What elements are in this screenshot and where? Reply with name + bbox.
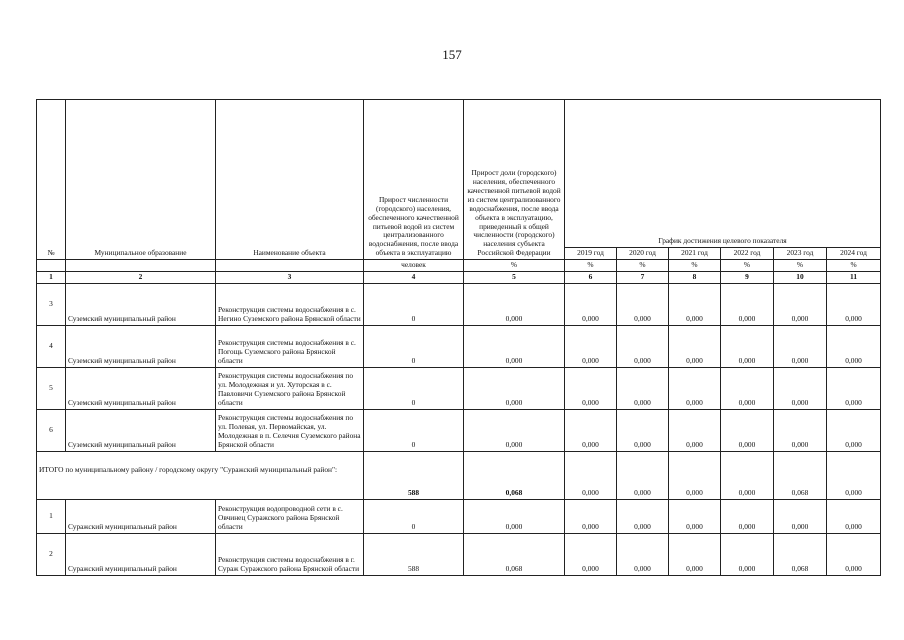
row-year-value: 0,000	[721, 367, 774, 409]
row-year-value: 0,000	[721, 325, 774, 367]
row-municipality: Суражский муниципальный район	[66, 533, 216, 575]
row-year-value: 0,000	[774, 367, 827, 409]
unit-cell: %	[669, 260, 721, 272]
column-number: 9	[721, 272, 774, 284]
row-people: 588	[364, 533, 464, 575]
row-year-value: 0,000	[721, 409, 774, 451]
row-year-value: 0,000	[565, 325, 617, 367]
column-number: 11	[827, 272, 881, 284]
total-share: 0,068	[464, 451, 565, 499]
row-year-value: 0,000	[617, 325, 669, 367]
row-share: 0,000	[464, 283, 565, 325]
row-people: 0	[364, 409, 464, 451]
row-number: 4	[37, 325, 66, 367]
row-number: 6	[37, 409, 66, 451]
header-municipality: Муниципальное образование	[66, 100, 216, 260]
unit-cell: %	[617, 260, 669, 272]
header-year: 2022 год	[721, 248, 774, 260]
row-year-value: 0,000	[774, 325, 827, 367]
row-object: Реконструкция системы водоснабжения по ул. Полевая, ул. Первомайская, ул. Молодежная в п. Селечня Суземского района Брянской области	[216, 409, 364, 451]
row-year-value: 0,000	[827, 499, 881, 533]
total-row	[37, 451, 881, 499]
row-object: Реконструкция системы водоснабжения в г. Сураж Суражского района Брянской области	[216, 533, 364, 575]
row-number: 1	[37, 499, 66, 533]
row-year-value: 0,000	[669, 533, 721, 575]
row-year-value: 0,000	[721, 533, 774, 575]
unit-cell: %	[565, 260, 617, 272]
row-municipality: Суземский муниципальный район	[66, 367, 216, 409]
row-share: 0,000	[464, 499, 565, 533]
row-year-value: 0,000	[774, 283, 827, 325]
row-year-value: 0,000	[617, 533, 669, 575]
header-year: 2024 год	[827, 248, 881, 260]
header-row	[37, 100, 881, 248]
row-object: Реконструкция водопроводной сети в с. Овчинец Суражского района Брянской области	[216, 499, 364, 533]
column-number: 7	[617, 272, 669, 284]
target-indicator-table	[36, 99, 881, 576]
table-row	[37, 283, 881, 325]
row-share: 0,000	[464, 325, 565, 367]
total-year-value: 0,000	[669, 451, 721, 499]
row-municipality: Суземский муниципальный район	[66, 283, 216, 325]
column-number: 8	[669, 272, 721, 284]
header-schedule: График достижения целевого показателя	[565, 100, 881, 248]
row-year-value: 0,000	[827, 367, 881, 409]
row-share: 0,000	[464, 367, 565, 409]
header-no: №	[37, 100, 66, 260]
unit-cell: %	[464, 260, 565, 272]
total-year-value: 0,000	[565, 451, 617, 499]
unit-cell: %	[827, 260, 881, 272]
row-year-value: 0,000	[827, 325, 881, 367]
row-year-value: 0,000	[721, 283, 774, 325]
total-year-value: 0,068	[774, 451, 827, 499]
total-people: 588	[364, 451, 464, 499]
row-year-value: 0,000	[669, 283, 721, 325]
row-number: 2	[37, 533, 66, 575]
column-number: 6	[565, 272, 617, 284]
total-label: ИТОГО по муниципальному району / городскому округу "Суражский муниципальный район":	[37, 451, 364, 499]
total-year-value: 0,000	[721, 451, 774, 499]
column-number: 10	[774, 272, 827, 284]
table-row	[37, 499, 881, 533]
row-year-value: 0,000	[565, 533, 617, 575]
row-year-value: 0,000	[827, 283, 881, 325]
header-share-growth: Прирост доли (городского) населения, обеспеченного качественной питьевой водой из систем централизованного водоснабжения, после ввода объекта в эксплуатацию, приведенный к общей численности (городского) населения субъекта Российской Федерации	[464, 100, 565, 260]
header-population-growth: Прирост численности (городского) населения, обеспеченного качественной питьевой водой из систем централизованного водоснабжения, после ввода объекта в эксплуатацию	[364, 100, 464, 260]
row-year-value: 0,000	[565, 283, 617, 325]
header-year: 2019 год	[565, 248, 617, 260]
column-number: 3	[216, 272, 364, 284]
column-number: 4	[364, 272, 464, 284]
row-people: 0	[364, 367, 464, 409]
unit-cell: человек	[364, 260, 464, 272]
row-year-value: 0,000	[669, 409, 721, 451]
row-object: Реконструкция системы водоснабжения в с. Негино Суземского района Брянской области	[216, 283, 364, 325]
row-year-value: 0,000	[617, 283, 669, 325]
row-object: Реконструкция системы водоснабжения по ул. Молодежная и ул. Хуторская в с. Павловичи Суземского района Брянской области	[216, 367, 364, 409]
column-number-row	[37, 272, 881, 284]
row-year-value: 0,000	[669, 367, 721, 409]
row-year-value: 0,000	[669, 499, 721, 533]
row-number: 3	[37, 283, 66, 325]
row-year-value: 0,000	[565, 499, 617, 533]
row-year-value: 0,000	[721, 499, 774, 533]
header-year: 2023 год	[774, 248, 827, 260]
column-number: 1	[37, 272, 66, 284]
header-year: 2021 год	[669, 248, 721, 260]
row-year-value: 0,000	[565, 409, 617, 451]
column-number: 2	[66, 272, 216, 284]
row-year-value: 0,068	[774, 533, 827, 575]
total-year-value: 0,000	[617, 451, 669, 499]
row-year-value: 0,000	[669, 325, 721, 367]
row-share: 0,068	[464, 533, 565, 575]
row-people: 0	[364, 283, 464, 325]
row-object: Реконструкция системы водоснабжения в с. Погощь Суземского района Брянской области	[216, 325, 364, 367]
total-year-value: 0,000	[827, 451, 881, 499]
row-year-value: 0,000	[617, 409, 669, 451]
row-year-value: 0,000	[827, 409, 881, 451]
row-year-value: 0,000	[617, 367, 669, 409]
units-row	[37, 260, 881, 272]
row-number: 5	[37, 367, 66, 409]
row-year-value: 0,000	[774, 499, 827, 533]
header-object: Наименование объекта	[216, 100, 364, 260]
column-number: 5	[464, 272, 565, 284]
row-year-value: 0,000	[774, 409, 827, 451]
row-year-value: 0,000	[827, 533, 881, 575]
unit-cell: %	[774, 260, 827, 272]
row-year-value: 0,000	[565, 367, 617, 409]
row-municipality: Суземский муниципальный район	[66, 325, 216, 367]
page-number: 157	[442, 47, 462, 62]
table-row	[37, 367, 881, 409]
row-people: 0	[364, 325, 464, 367]
table-row	[37, 409, 881, 451]
row-share: 0,000	[464, 409, 565, 451]
row-municipality: Суражский муниципальный район	[66, 499, 216, 533]
header-year: 2020 год	[617, 248, 669, 260]
table-row	[37, 533, 881, 575]
row-year-value: 0,000	[617, 499, 669, 533]
row-municipality: Суземский муниципальный район	[66, 409, 216, 451]
row-people: 0	[364, 499, 464, 533]
unit-cell: %	[721, 260, 774, 272]
table-row	[37, 325, 881, 367]
